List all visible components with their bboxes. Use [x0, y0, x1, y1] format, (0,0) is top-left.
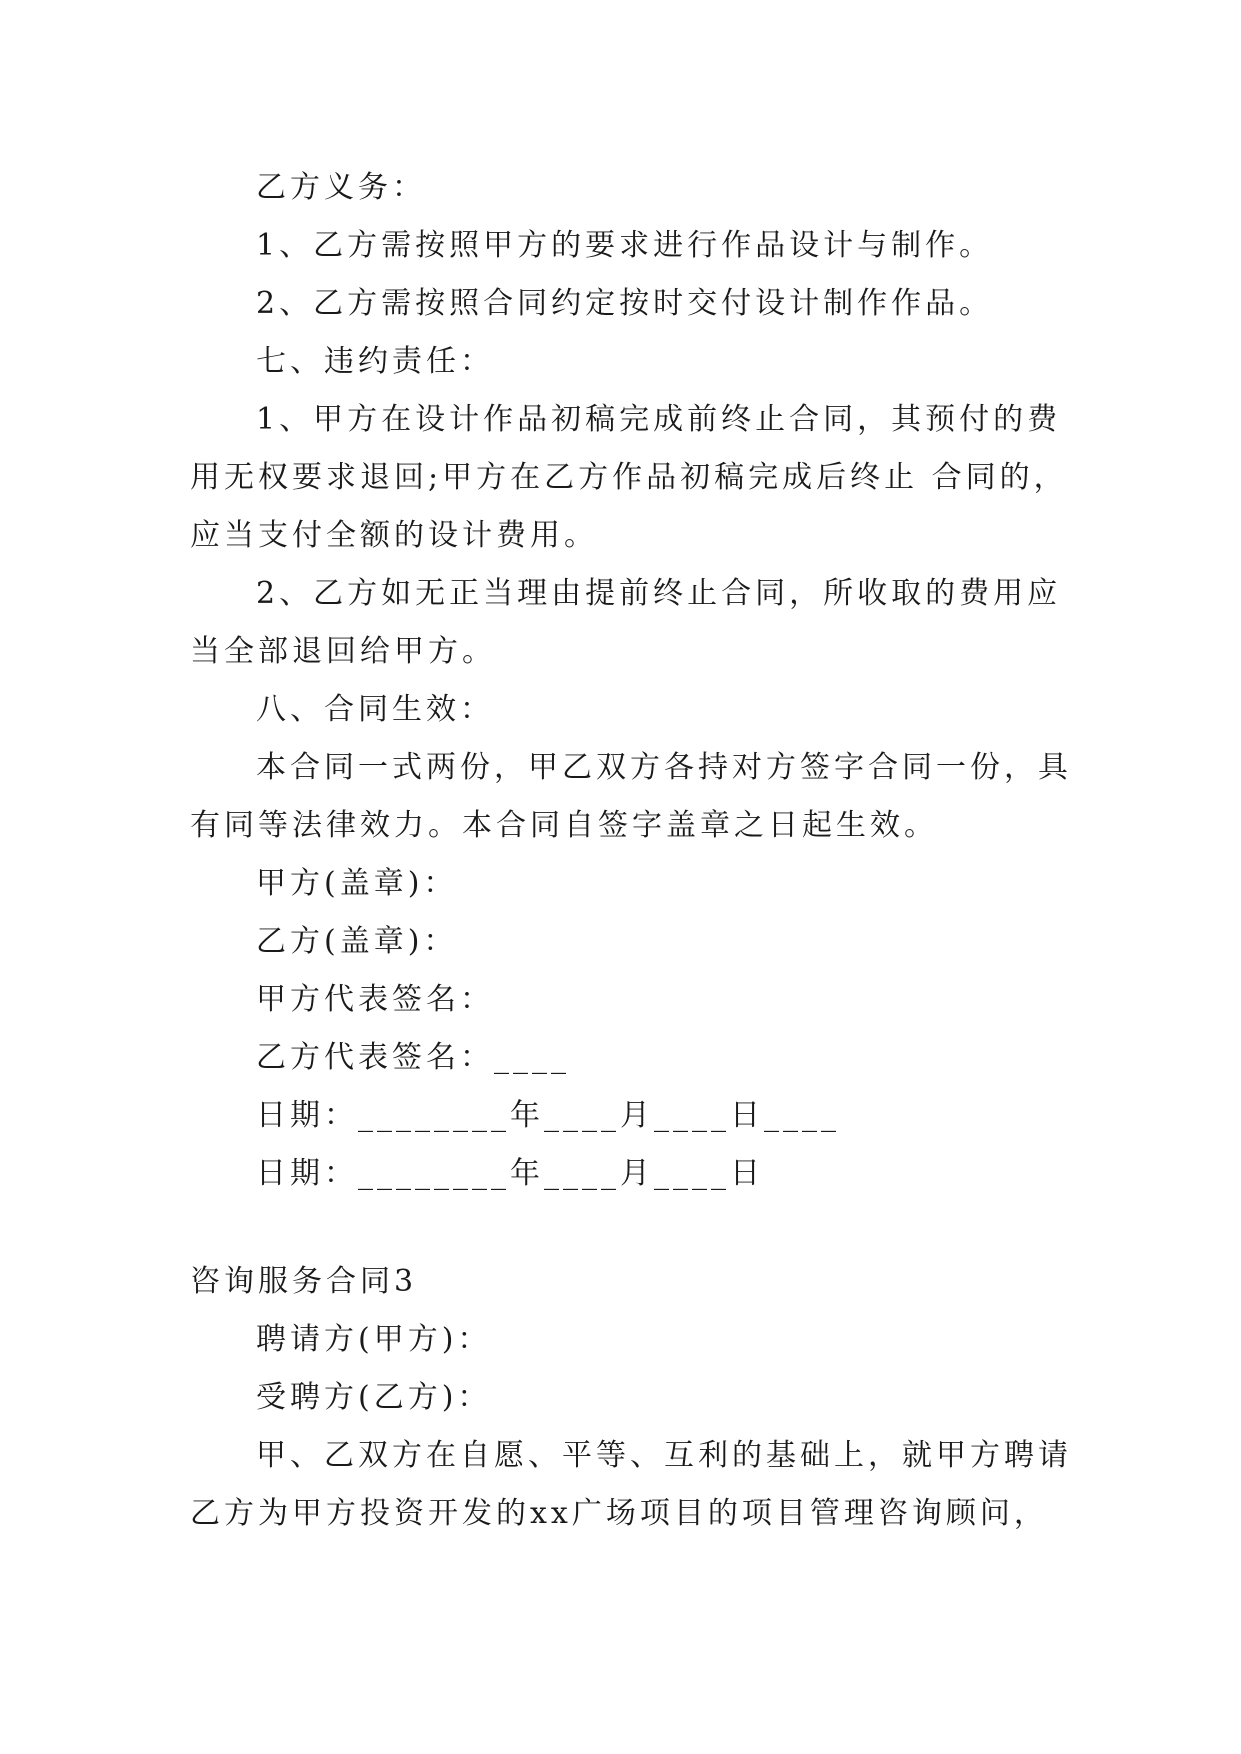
section-heading: 七、违约责任： [256, 344, 494, 379]
paragraph-line: 本合同一式两份，甲乙双方各持对方签字合同一份，具 [256, 750, 1072, 785]
paragraph-line: 甲、乙双方在自愿、平等、互利的基础上，就甲方聘请 [256, 1438, 1072, 1473]
paragraph-line: 有同等法律效力。本合同自签字盖章之日起生效。 [190, 808, 938, 843]
signature-line: 乙方(盖章)： [256, 924, 458, 959]
paragraph-line: 1、甲方在设计作品初稿完成前终止合同，其预付的费 [256, 402, 1062, 437]
paragraph-line: 乙方义务： [256, 170, 426, 205]
paragraph-line: 2、乙方需按照合同约定按时交付设计制作作品。 [256, 286, 994, 321]
paragraph-line: 用无权要求退回;甲方在乙方作品初稿完成后终止 合同的， [190, 460, 1068, 495]
paragraph-line: 1、乙方需按照甲方的要求进行作品设计与制作。 [256, 228, 994, 263]
date-line: 日期：________年____月____日____ [256, 1098, 840, 1133]
contract-title: 咨询服务合同3 [190, 1264, 418, 1299]
paragraph-line: 应当支付全额的设计费用。 [190, 518, 598, 553]
paragraph-line: 当全部退回给甲方。 [190, 634, 496, 669]
paragraph-line: 聘请方(甲方)： [256, 1322, 492, 1357]
section-heading: 八、合同生效： [256, 692, 494, 727]
signature-line: 甲方代表签名： [256, 982, 494, 1017]
signature-line: 乙方代表签名：____ [256, 1040, 570, 1075]
paragraph-line: 乙方为甲方投资开发的xx广场项目的项目管理咨询顾问， [190, 1496, 1048, 1531]
paragraph-line: 受聘方(乙方)： [256, 1380, 492, 1415]
paragraph-line: 2、乙方如无正当理由提前终止合同，所收取的费用应 [256, 576, 1062, 611]
date-line: 日期：________年____月____日 [256, 1156, 764, 1191]
signature-line: 甲方(盖章)： [256, 866, 458, 901]
